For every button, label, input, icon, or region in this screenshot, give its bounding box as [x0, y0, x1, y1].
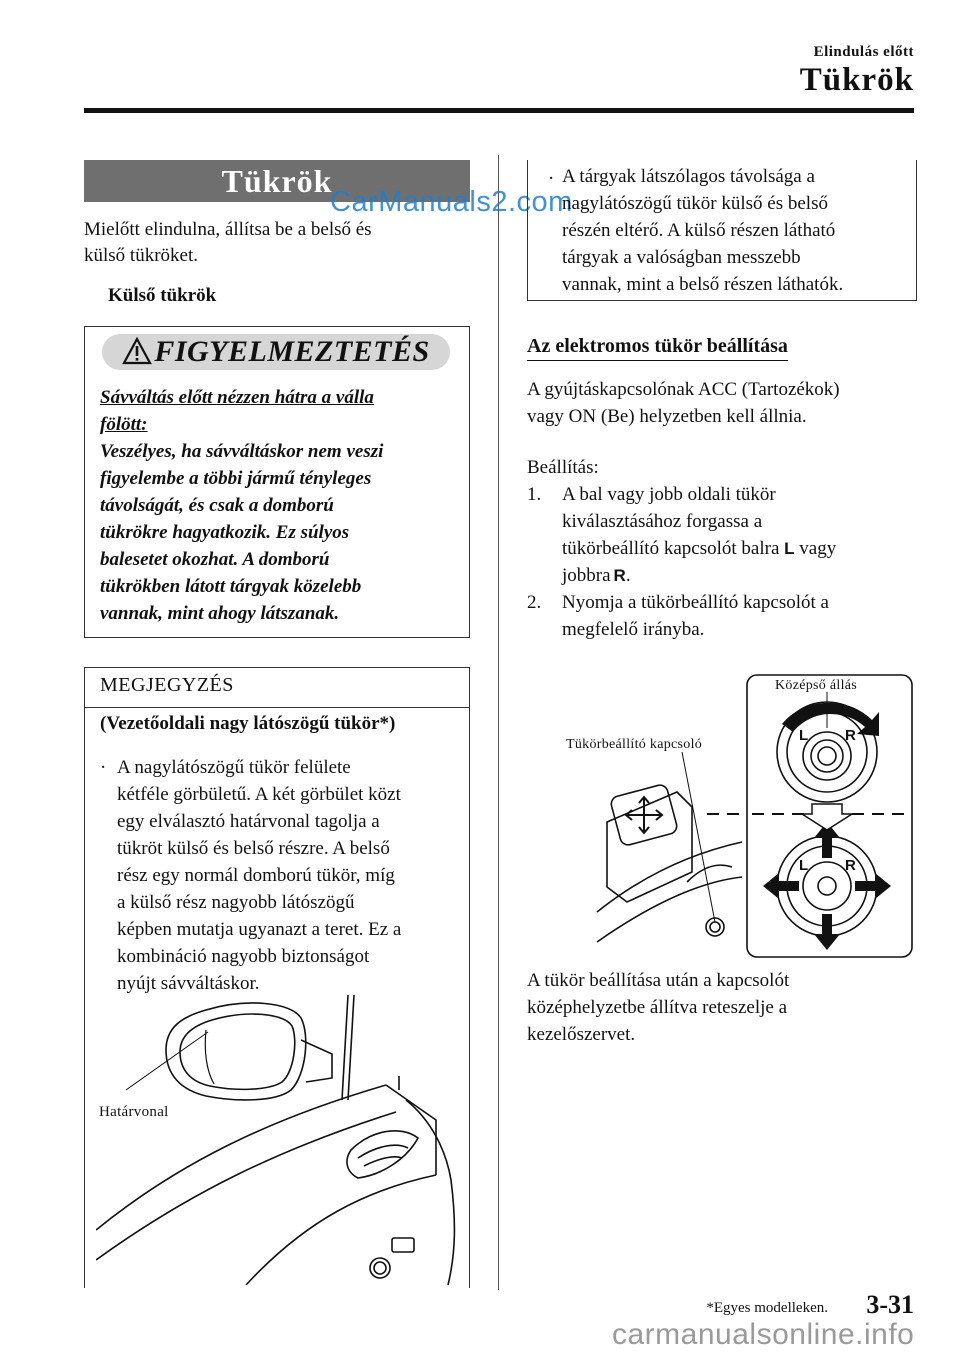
- footnote: *Egyes modelleken.: [706, 1300, 828, 1316]
- bullet-line: a külső rész nagyobb látószögű: [117, 892, 355, 913]
- note-separator: [84, 707, 470, 708]
- warning-line: vannak, mint ahogy látszanak.: [100, 603, 340, 624]
- warning-line: tükrökre hagyatkozik. Ez súlyos: [100, 522, 350, 543]
- section-banner: Tükrök: [84, 160, 470, 202]
- warning-lead-2: fölött:: [100, 414, 148, 435]
- warning-heading: [102, 334, 450, 370]
- column-divider: [498, 155, 499, 1290]
- after-line: A tükör beállítása után a kapcsolót: [527, 970, 790, 991]
- warning-line: távolságát, és csak a domború: [100, 495, 334, 516]
- boundary-label: Határvonal: [99, 1104, 169, 1120]
- bullet-line: rész egy normál domború tükör, míg: [117, 865, 395, 886]
- bullet-line: tárgyak a valóságban messzebb: [562, 247, 801, 268]
- intro-line-2: külső tükröket.: [84, 245, 198, 266]
- note-heading: MEGJEGYZÉS: [100, 674, 234, 696]
- bullet-line: A nagylátószögű tükör felülete: [117, 757, 351, 778]
- ignition-line-2: vagy ON (Be) helyzetben kell állnia.: [527, 406, 807, 427]
- step-1-text: jobbra: [562, 565, 611, 586]
- bullet-line: részén eltérő. A külső részen látható: [562, 220, 836, 241]
- setting-label: Beállítás:: [527, 457, 599, 478]
- bullet-line: nyújt sávváltáskor.: [117, 973, 260, 994]
- mirror-switch-diagram: [527, 672, 915, 960]
- after-line: középhelyzetbe állítva reteszelje a: [527, 997, 788, 1018]
- ignition-line-1: A gyújtáskapcsolónak ACC (Tartozékok): [527, 379, 840, 400]
- watermark-top[interactable]: CarManuals2.com: [330, 186, 573, 218]
- bullet-line: egy elválasztó határvonal tagolja a: [117, 811, 380, 832]
- note-bullet-1: [117, 754, 462, 997]
- section-header: Elindulás előtt: [813, 44, 914, 60]
- svg-text:L: L: [799, 857, 809, 874]
- bullet-dot: ·: [100, 757, 107, 778]
- bullet-line: kétféle görbületű. A két görbület közt: [117, 784, 401, 805]
- step-1-text: tükörbeállító kapcsolót balra: [562, 538, 780, 559]
- step-1-number: 1.: [527, 484, 542, 505]
- step-1-line: kiválasztásához forgassa a: [562, 511, 763, 532]
- mirror-switch-label: Tükörbeállító kapcsoló: [566, 737, 703, 752]
- warning-lead-1: Sávváltás előtt nézzen hátra a válla: [100, 387, 374, 408]
- step-1-line: [562, 536, 836, 562]
- svg-text:R: R: [845, 727, 856, 744]
- warning-line: Veszélyes, ha sávváltáskor nem veszi: [100, 441, 384, 462]
- step-2-line: megfelelő irányba.: [562, 619, 705, 640]
- bullet-line: tükröt külső és belső részre. A belső: [117, 838, 390, 859]
- R-symbol: R: [613, 566, 626, 585]
- header-rule: [84, 108, 914, 113]
- warning-line: figyelembe a többi jármű tényleges: [100, 468, 372, 489]
- warning-line: tükrökben látott tárgyak közelebb: [100, 576, 362, 597]
- outer-mirrors-heading: Külső tükrök: [108, 285, 217, 306]
- after-line: kezelőszervet.: [527, 1024, 636, 1045]
- bullet-line: kombináció nagyobb biztonságot: [117, 946, 370, 967]
- intro-line-1: Mielőtt elindulna, állítsa be a belső és: [84, 219, 372, 240]
- note-bullet-2: [562, 163, 912, 298]
- step-2-line: Nyomja a tükörbeállító kapcsolót a: [562, 592, 829, 613]
- warning-text: [100, 384, 452, 627]
- step-1-line: A bal vagy jobb oldali tükör: [562, 484, 776, 505]
- svg-text:R: R: [845, 857, 856, 874]
- bullet-dot: ·: [548, 168, 555, 189]
- step-1-text: vagy: [799, 538, 837, 559]
- electric-mirror-heading: Az elektromos tükör beállítása: [527, 335, 788, 361]
- svg-text:L: L: [799, 727, 809, 744]
- step-1-line: [562, 563, 631, 589]
- step-2-number: 2.: [527, 592, 542, 613]
- page-number: 3-31: [866, 1290, 914, 1319]
- bullet-line: A tárgyak látszólagos távolsága a: [562, 166, 815, 187]
- warning-heading-text: FIGYELMEZTETÉS: [154, 335, 430, 368]
- warning-line: balesetet okozhat. A domború: [100, 549, 330, 570]
- bullet-line: vannak, mint a belső részen láthatók.: [562, 274, 844, 295]
- bullet-line: képben mutatja ugyanazt a teret. Ez a: [117, 919, 402, 940]
- watermark-bottom[interactable]: carmanualsonline.info: [612, 1318, 915, 1351]
- warning-triangle-icon: [122, 337, 152, 365]
- center-position-label: Középső állás: [775, 678, 858, 693]
- page-title: Tükrök: [799, 62, 914, 98]
- L-symbol: L: [784, 539, 795, 558]
- wide-angle-mirror-diagram: [96, 990, 466, 1285]
- period: .: [625, 565, 631, 586]
- bullet-line: nagylátószögű tükör külső és belső: [562, 193, 828, 214]
- note-subheading: (Vezetőoldali nagy látószögű tükör*): [100, 713, 396, 734]
